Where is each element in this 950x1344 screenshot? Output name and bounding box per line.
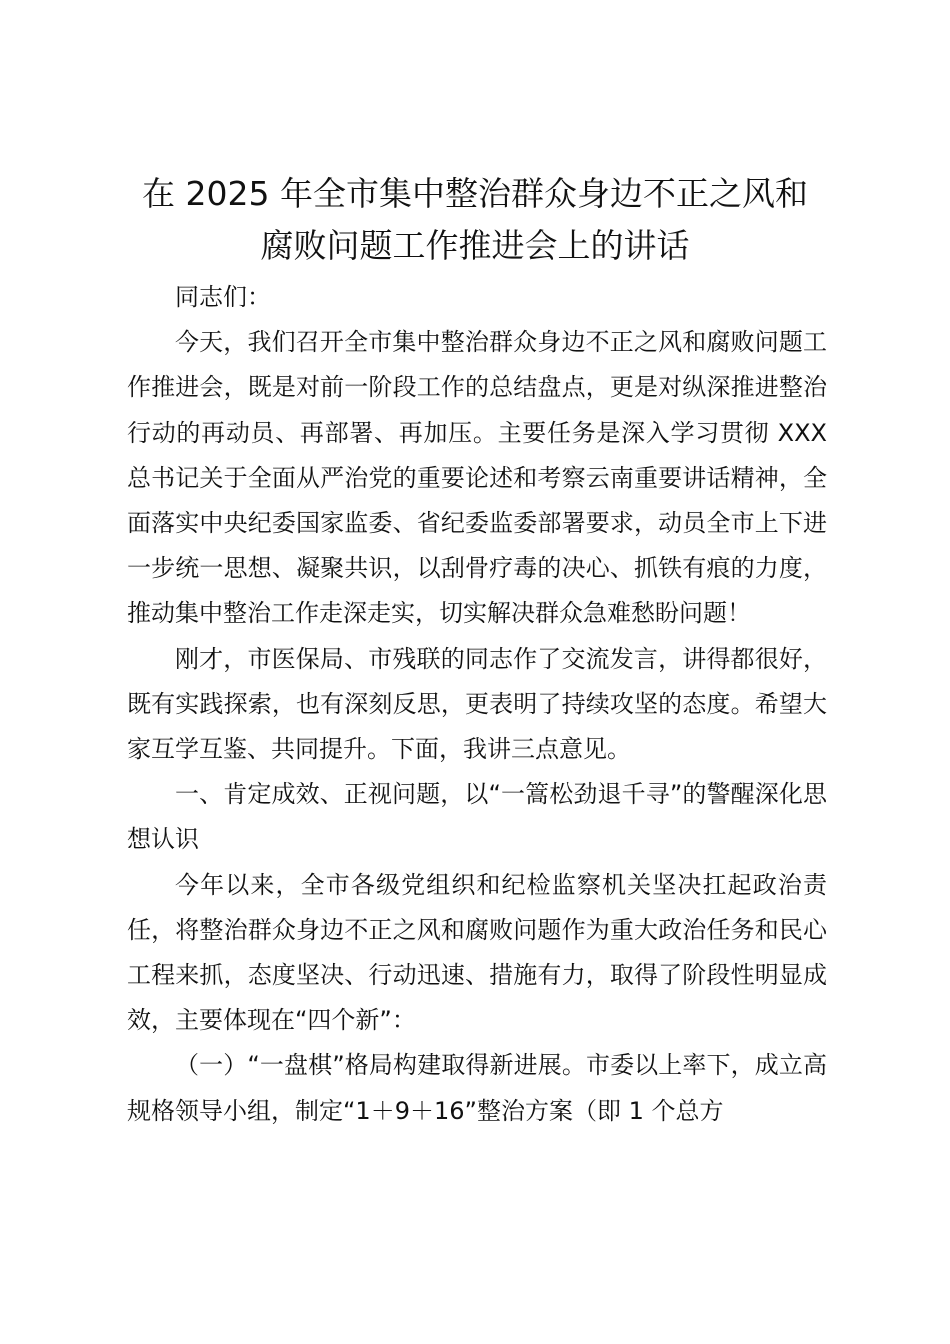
second-paragraph: 刚才，市医保局、市残联的同志作了交流发言，讲得都很好，既有实践探索，也有深刻反思，更表明了持续攻坚的态度。希望大家互学互鉴、共同提升。下面，我讲三点意见。 bbox=[127, 644, 827, 764]
document-title bbox=[100, 168, 850, 272]
section-heading: 一、肯定成效、正视问题，以“一篙松劲退千寻”的警醒深化思想认识 bbox=[127, 780, 827, 854]
section-paragraph: 今年以来，全市各级党组织和纪检监察机关坚决扛起政治责任，将整治群众身边不正之风和腐败问题作为重大政治任务和民心工程来抓，态度坚决、行动迅速、措施有力，取得了阶段性明显成效，主要体现在“四个新”： bbox=[127, 870, 827, 1035]
title-line-1: 在 2025 年全市集中整治群众身边不正之风和 bbox=[142, 174, 808, 213]
opening-paragraph: 今天，我们召开全市集中整治群众身边不正之风和腐败问题工作推进会，既是对前一阶段工作的总结盘点，更是对纵深推进整治行动的再动员、再部署、再加压。主要任务是深入学习贯彻 XXX 总书记关于全面从严治党的重要论述和考察云南重要讲话精神，全面落实中央纪委国家监委、省纪委监委部署要求，动员全市上下进一步统一思想、凝聚共识，以刮骨疗毒的决心、抓铁有痕的力度，推动集中整治工作走深走实，切实解决群众急难愁盼问题！ bbox=[127, 328, 827, 628]
title-line-2: 腐败问题工作推进会上的讲话 bbox=[260, 226, 690, 265]
document-body bbox=[127, 275, 827, 1134]
salutation: 同志们： bbox=[175, 283, 271, 311]
subsection-paragraph: （一）“一盘棋”格局构建取得新进展。市委以上率下，成立高规格领导小组，制定“1＋9＋16”整治方案（即 1 个总方 bbox=[127, 1051, 827, 1125]
